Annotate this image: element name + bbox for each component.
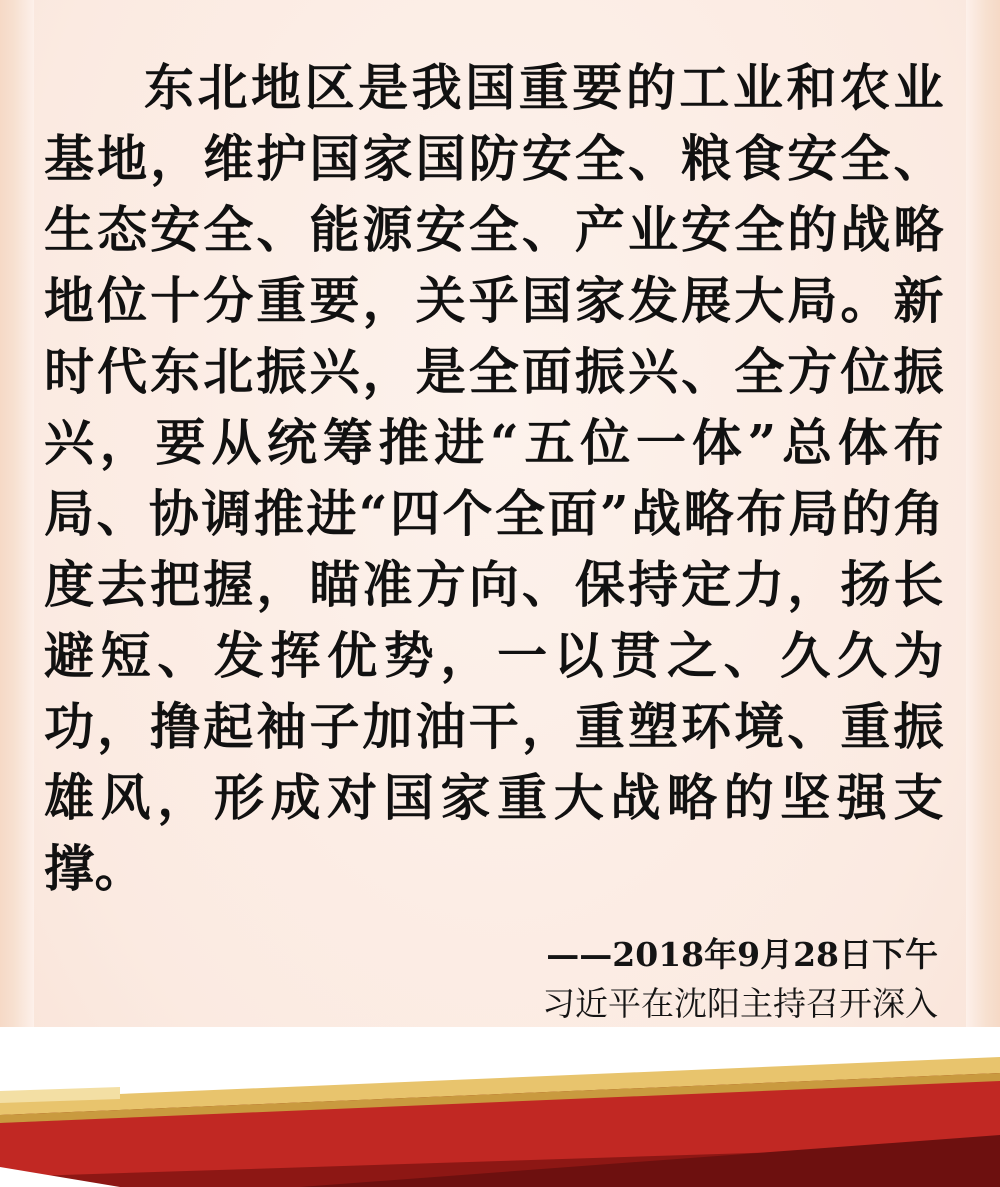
left-gradient-band xyxy=(0,0,34,1187)
bottom-ribbon-decoration xyxy=(0,1027,1000,1187)
attribution-source-line-1: 习近平在沈阳主持召开深入 xyxy=(542,984,938,1023)
quote-text: 东北地区是我国重要的工业和农业基地，维护国家国防安全、粮食安全、生态安全、能源安全、产业安全的战略地位十分重要，关乎国家发展大局。新时代东北振兴，是全面振兴、全方位振兴，要从统筹推进“五位一体”总体布局、协调推进“四个全面”战略布局的角度去把握，瞄准方向、保持定力，扬长避短、发挥优势，一以贯之、久久为功，撸起袖子加油干，重塑环境、重振雄风，形成对国家重大战略的坚强支撑。 xyxy=(44,58,944,898)
right-gradient-band xyxy=(966,0,1000,1187)
quote-content xyxy=(44,52,944,1077)
attribution-date: ——2018年9月28日下午 xyxy=(546,935,938,974)
